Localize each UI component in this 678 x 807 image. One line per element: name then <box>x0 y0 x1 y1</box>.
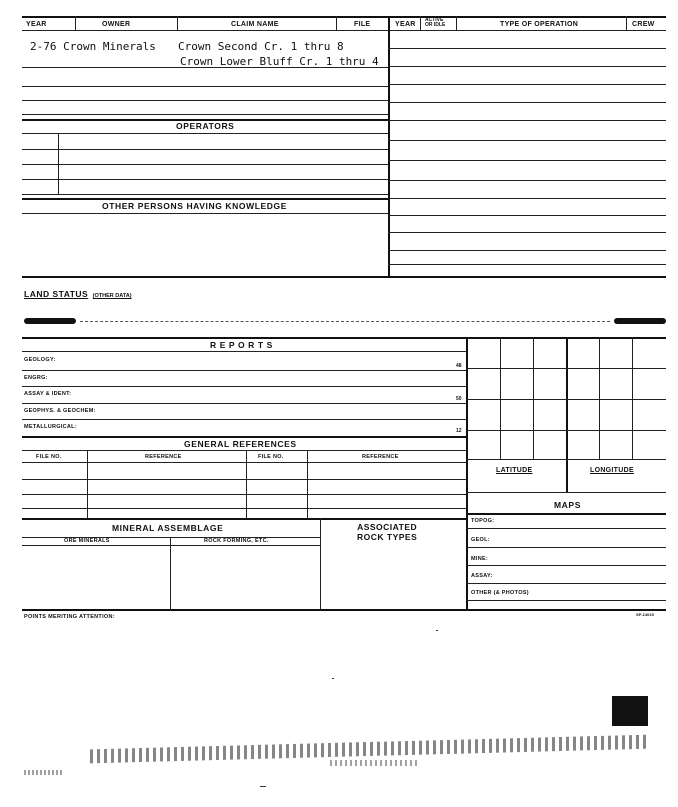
land-status-subheading: (OTHER DATA) <box>92 293 132 299</box>
geophys-geochem-label: GEOPHYS. & GEOCHEM: <box>24 408 96 414</box>
form-number: SP-14015 <box>636 612 654 617</box>
page-48: 48 <box>456 363 462 369</box>
ore-minerals-label: ORE MINERALS <box>64 538 110 544</box>
geology-label: GEOLOGY: <box>24 357 56 363</box>
longitude-label: LONGITUDE <box>590 467 634 474</box>
reports-heading: R E P O R T S <box>210 340 273 350</box>
header-owner: OWNER <box>102 21 131 28</box>
header-active: ACTIVE <box>425 17 444 23</box>
owner-entry: 2-76 Crown Minerals <box>30 40 156 53</box>
mineral-assemblage-heading: MINERAL ASSEMBLAGE <box>112 523 224 533</box>
metallurgical-label: METALLURGICAL: <box>24 424 77 430</box>
other-persons-heading: OTHER PERSONS HAVING KNOWLEDGE <box>102 201 288 211</box>
operators-heading: OPERATORS <box>176 121 235 131</box>
general-references-heading: GENERAL REFERENCES <box>184 439 297 449</box>
assay-ident-label: ASSAY & IDENT: <box>24 391 72 397</box>
scan-noise-blob <box>612 696 648 726</box>
claim-entry-2: Crown Lower Bluff Cr. 1 thru 4 <box>180 55 379 68</box>
claim-entry-1: Crown Second Cr. 1 thru 8 <box>178 40 344 53</box>
land-status-heading: LAND STATUS <box>24 289 89 299</box>
header-year-2: YEAR <box>395 21 416 28</box>
header-claim-name: CLAIM NAME <box>231 21 279 28</box>
rock-forming-label: ROCK FORMING, ETC. <box>204 538 269 544</box>
maps-topog-label: TOPOG: <box>471 518 495 524</box>
header-type-of-operation: TYPE OF OPERATION <box>500 21 579 28</box>
rock-types-heading: ROCK TYPES <box>357 532 418 542</box>
scan-smudge-left <box>24 318 76 324</box>
ref-reference-2: REFERENCE <box>362 454 399 460</box>
maps-assay-label: ASSAY: <box>471 573 493 579</box>
maps-geol-label: GEOL: <box>471 537 490 543</box>
ref-file-no-2: FILE NO. <box>258 454 284 460</box>
header-crew: CREW <box>632 21 655 28</box>
scan-smudge-right <box>614 318 666 324</box>
header-or-idle: OR IDLE <box>425 22 446 28</box>
header-file: FILE <box>354 21 371 28</box>
latitude-label: LATITUDE <box>496 467 533 474</box>
maps-other-label: OTHER (& PHOTOS) <box>471 590 529 596</box>
page-50: 50 <box>456 396 462 402</box>
page-12: 12 <box>456 428 462 434</box>
engrg-label: ENGRG: <box>24 375 48 381</box>
associated-heading: ASSOCIATED <box>357 522 418 532</box>
ref-reference-1: REFERENCE <box>145 454 182 460</box>
maps-mine-label: MINE: <box>471 556 489 562</box>
header-year: YEAR <box>26 21 47 28</box>
points-meriting-attention-label: POINTS MERITING ATTENTION: <box>24 614 115 620</box>
ref-file-no-1: FILE NO. <box>36 454 62 460</box>
maps-heading: MAPS <box>554 500 581 510</box>
